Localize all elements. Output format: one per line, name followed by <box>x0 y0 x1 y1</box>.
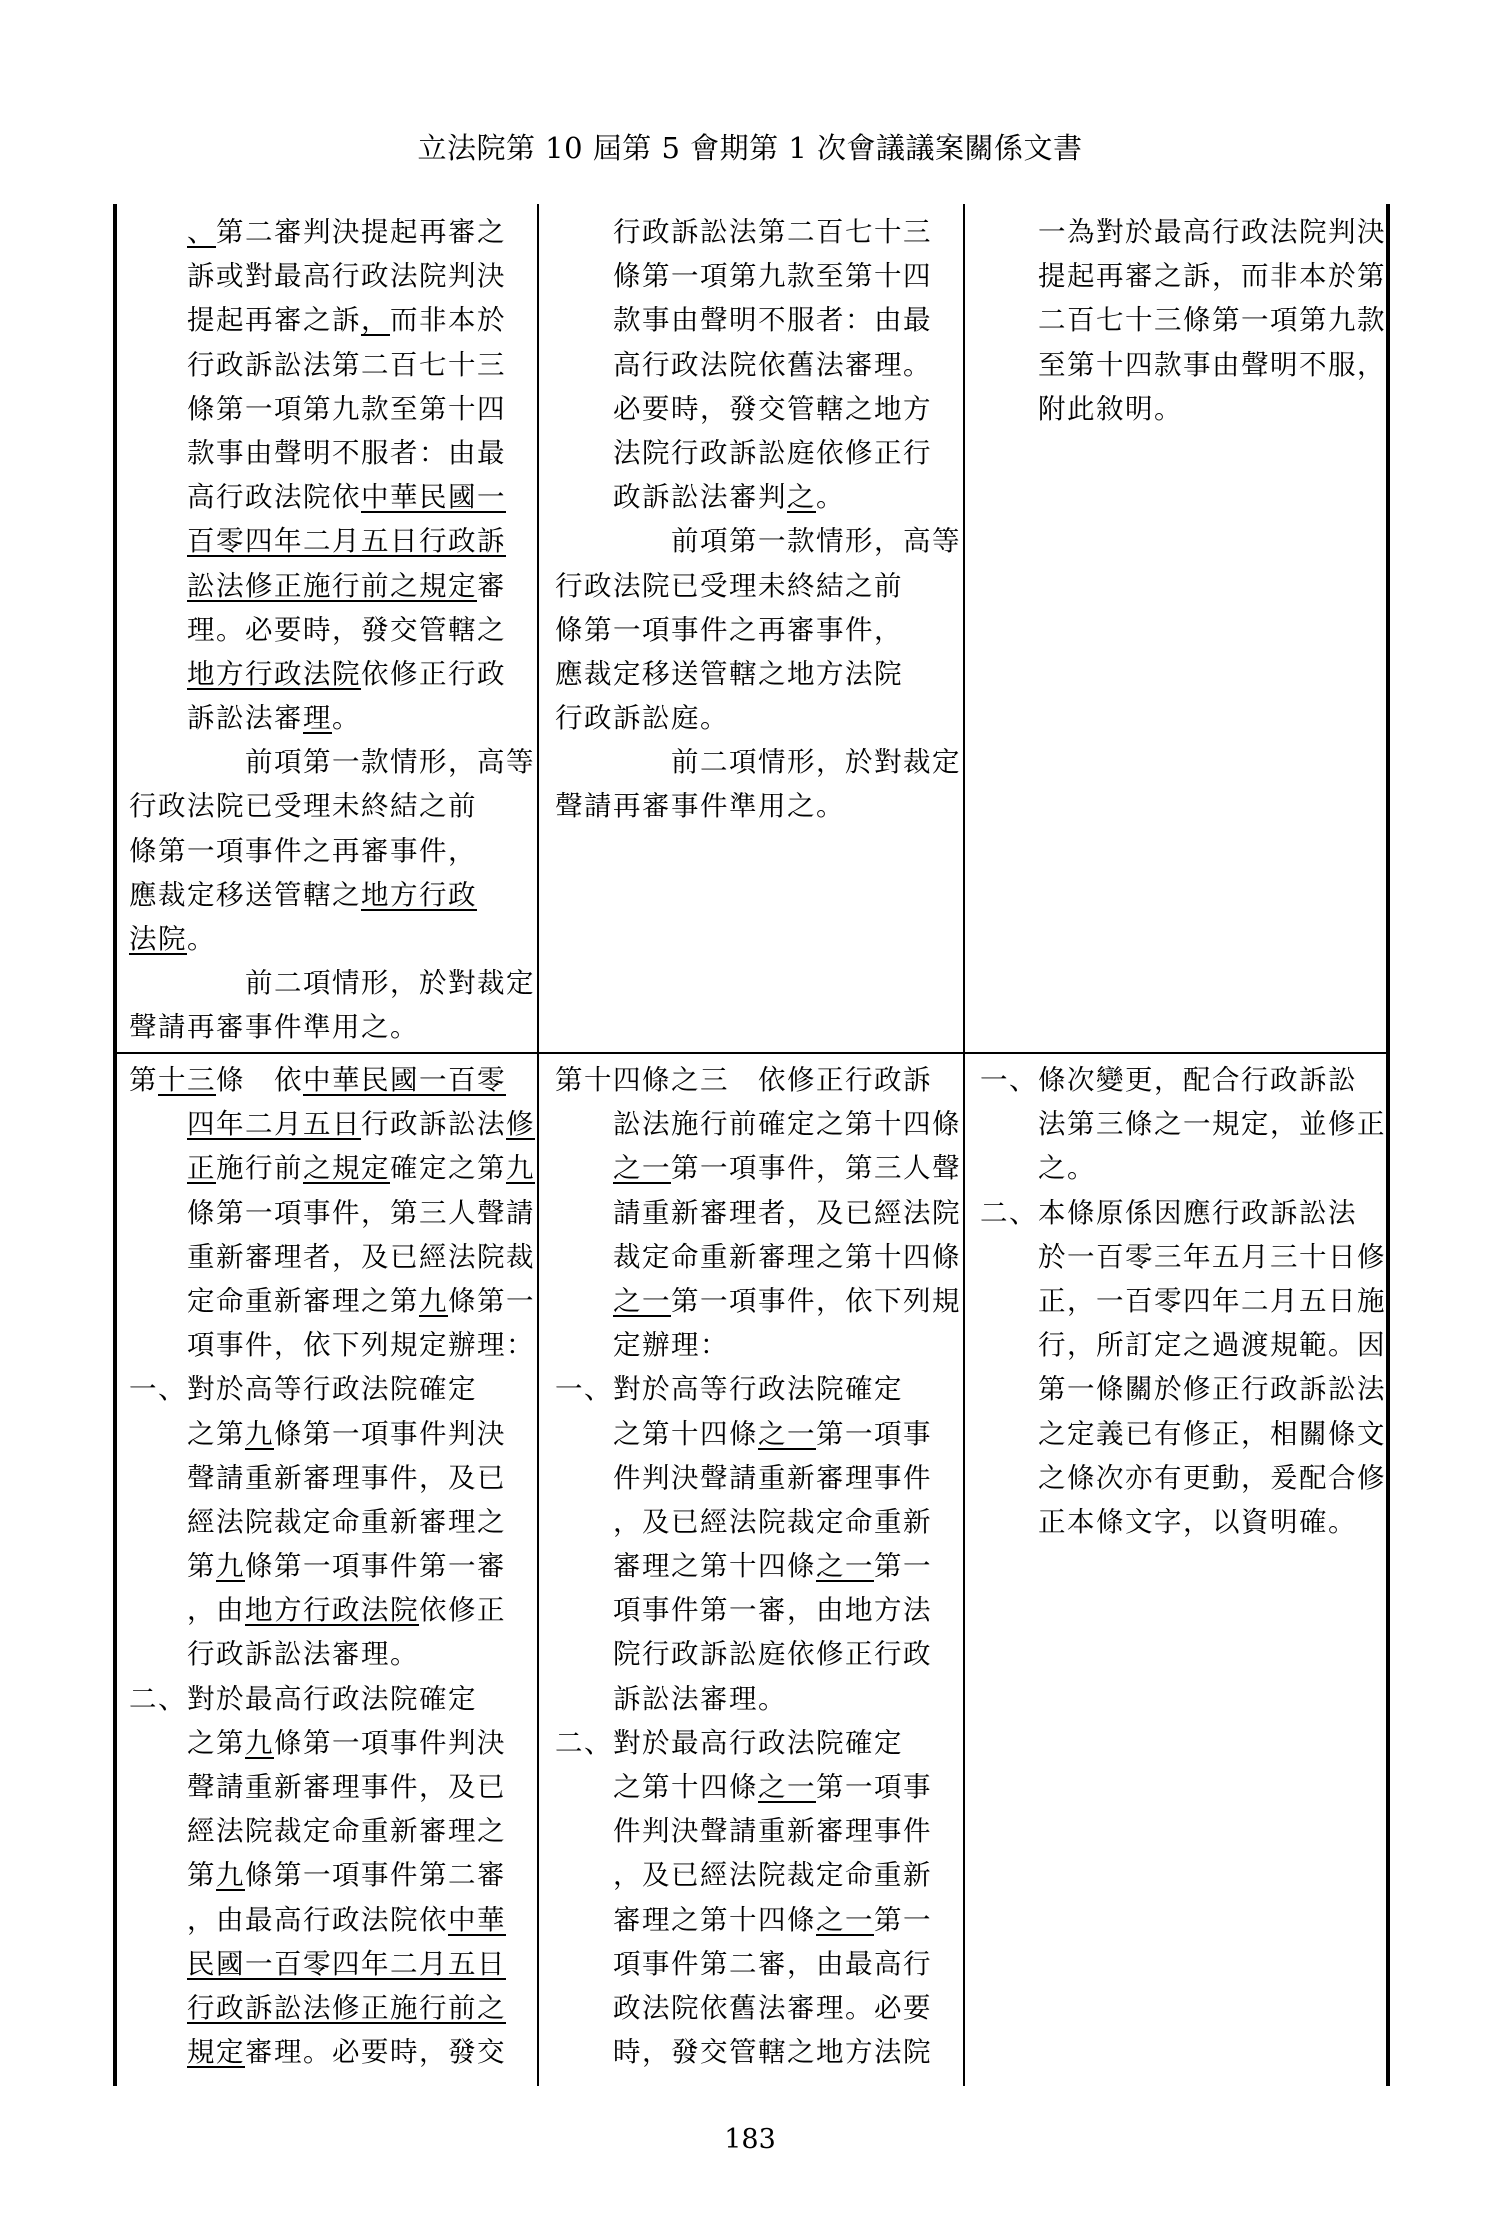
text-line <box>129 1323 535 1367</box>
text-segment: 正，一百零四年二月五日施 <box>1038 1284 1386 1317</box>
text-segment: 行政訴訟法審理。 <box>187 1638 419 1671</box>
text-line <box>555 2030 961 2074</box>
text-segment: 裁定命重新審理之第十四條 <box>613 1240 961 1273</box>
underlined-text: 之一 <box>758 1417 816 1450</box>
text-line <box>555 1500 961 1544</box>
text-segment: 之第十四條 <box>613 1771 758 1803</box>
table-border-right <box>1386 204 1390 2086</box>
text-line <box>555 1765 961 1809</box>
text-segment: 件判決聲請重新審理事件 <box>613 1815 932 1848</box>
underlined-text: 九 <box>216 1859 245 1892</box>
text-line <box>555 1986 961 2030</box>
text-line <box>980 1500 1386 1544</box>
text-line <box>555 1412 961 1456</box>
text-segment: 第一項事件，第三人聲 <box>671 1152 961 1185</box>
underlined-text: 民國一百零四年二月五日 <box>187 1947 506 1980</box>
text-segment: 之第 <box>187 1726 245 1759</box>
text-segment: 行政訴訟法 <box>361 1108 506 1141</box>
text-line <box>129 1191 535 1235</box>
text-segment: 行政訴訟庭。 <box>555 702 729 735</box>
underlined-text: 九 <box>216 1550 245 1583</box>
text-line <box>129 917 535 961</box>
text-line <box>555 298 961 342</box>
text-line <box>129 1279 535 1323</box>
text-line <box>555 1588 961 1632</box>
text-line <box>980 298 1386 342</box>
text-line <box>129 1367 535 1411</box>
text-line <box>555 1898 961 1942</box>
text-line <box>980 254 1386 298</box>
text-line <box>555 254 961 298</box>
text-segment: 理。必要時，發交管轄之 <box>187 613 506 646</box>
text-segment: 提起再審之訴 <box>187 304 361 337</box>
text-segment: 條 依 <box>216 1064 303 1096</box>
text-line <box>555 1632 961 1676</box>
cell-explanation-1 <box>980 210 1386 431</box>
text-segment: 第二審判決提起再審之 <box>216 216 506 248</box>
text-line <box>129 696 535 740</box>
text-line <box>129 1412 535 1456</box>
text-line <box>980 1367 1386 1411</box>
text-segment: 訴訟法審理。 <box>613 1682 787 1715</box>
text-segment: 。 <box>187 923 216 955</box>
underlined-text: 行政訴訟法修正施行前之 <box>187 1991 506 2024</box>
text-line <box>129 1146 535 1190</box>
text-line <box>129 519 535 563</box>
text-segment: 第十四條之三 依修正行政訴 <box>555 1064 932 1096</box>
text-line <box>129 1005 535 1049</box>
text-line <box>555 1809 961 1853</box>
text-segment: 第一項事 <box>816 1771 932 1803</box>
text-line <box>555 740 961 784</box>
text-segment: 聲請再審事件準用之。 <box>129 1011 419 1044</box>
text-segment: 項事件第一審，由地方法 <box>613 1594 932 1627</box>
text-segment: 訴訟法審 <box>187 702 303 735</box>
page-number: 183 <box>724 2124 776 2155</box>
text-line <box>129 298 535 342</box>
text-segment: 款事由聲明不服者：由最 <box>613 304 932 337</box>
text-segment: 法第三條之一規定，並修正 <box>1038 1108 1386 1141</box>
underlined-text: 地方行政法院 <box>187 657 361 690</box>
text-segment: 第 <box>129 1064 158 1096</box>
text-segment: 高行政法院依 <box>187 481 361 514</box>
underlined-text: 正 <box>187 1152 216 1185</box>
text-line <box>555 1942 961 1986</box>
text-line <box>129 829 535 873</box>
text-line <box>980 343 1386 387</box>
text-segment: 依修正 <box>419 1594 506 1627</box>
text-segment: 定命重新審理之第 <box>187 1284 419 1317</box>
text-line <box>555 1279 961 1323</box>
text-line <box>129 431 535 475</box>
column-divider-2 <box>963 204 965 2086</box>
text-segment: 政法院依舊法審理。必要 <box>613 1991 932 2024</box>
underlined-text: 理 <box>303 702 332 735</box>
text-line <box>555 1323 961 1367</box>
underlined-text: 規定 <box>187 2036 245 2069</box>
text-segment: 院行政訴訟庭依修正行政 <box>613 1638 932 1671</box>
text-segment: 於一百零三年五月三十日修 <box>1038 1240 1386 1273</box>
text-segment: 行政法院已受理未終結之前 <box>555 569 903 602</box>
text-segment: 行政訴訟法第二百七十三 <box>613 216 932 248</box>
text-line <box>555 210 961 254</box>
underlined-text: 九 <box>245 1417 274 1450</box>
cell-explanation-2 <box>980 1058 1386 1544</box>
underlined-text: 修 <box>506 1108 535 1141</box>
comparison-table <box>113 204 1390 2086</box>
underlined-text: 中華民國一百零 <box>303 1064 506 1096</box>
text-segment: 前二項情形，於對裁定 <box>245 967 535 1000</box>
text-line <box>555 1235 961 1279</box>
text-segment: 第 <box>187 1859 216 1892</box>
text-segment: 附此敘明。 <box>1038 392 1183 425</box>
text-segment: 二百七十三條第一項第九款 <box>1038 304 1386 337</box>
text-segment: 第一條關於修正行政訴訟法 <box>1038 1373 1386 1406</box>
text-line <box>129 740 535 784</box>
underlined-text: 百零四年二月五日行政訴 <box>187 525 506 558</box>
text-line <box>129 1632 535 1676</box>
text-line <box>129 1721 535 1765</box>
text-segment: 二、本條原係因應行政訴訟法 <box>980 1196 1357 1229</box>
text-segment: 提起再審之訴，而非本於第 <box>1038 260 1386 293</box>
text-segment: 第一 <box>874 1903 932 1936</box>
text-line <box>980 1279 1386 1323</box>
text-segment: 審理。必要時，發交 <box>245 2036 506 2069</box>
text-line <box>555 1456 961 1500</box>
text-line <box>555 431 961 475</box>
underlined-text: 之一 <box>613 1152 671 1185</box>
text-segment: 條第一項事件判決 <box>274 1417 506 1450</box>
text-segment: 高行政法院依舊法審理。 <box>613 348 932 381</box>
text-segment: 必要時，發交管轄之地方 <box>613 392 932 425</box>
text-segment: 條第一項第九款至第十四 <box>187 392 506 425</box>
text-segment: 條第一項事件之再審事件， <box>129 834 477 867</box>
text-line <box>555 1677 961 1721</box>
column-divider-1 <box>537 204 539 2086</box>
text-segment: 審理之第十四條 <box>613 1903 816 1936</box>
text-segment: 項事件第二審，由最高行 <box>613 1947 932 1980</box>
text-segment: 條第一 <box>448 1284 535 1317</box>
text-segment: 第一項事件，依下列規 <box>671 1284 961 1317</box>
text-segment: ，及已經法院裁定命重新 <box>613 1859 932 1892</box>
text-segment: ，由最高行政法院依 <box>187 1903 448 1936</box>
text-segment: 時，發交管轄之地方法院 <box>613 2036 932 2069</box>
text-line <box>980 1412 1386 1456</box>
text-line <box>980 1102 1386 1146</box>
text-segment: 項事件，依下列規定辦理： <box>187 1329 535 1362</box>
underlined-text: 中華 <box>448 1903 506 1936</box>
text-line <box>980 1058 1386 1102</box>
text-line <box>129 1058 535 1102</box>
text-segment: 定辦理： <box>613 1329 729 1362</box>
text-segment: 施行前 <box>216 1152 303 1185</box>
text-line <box>129 1102 535 1146</box>
text-line <box>129 210 535 254</box>
text-line <box>129 254 535 298</box>
text-segment: 條第一項事件，第三人聲請 <box>187 1196 535 1229</box>
text-line <box>129 1765 535 1809</box>
text-line <box>555 519 961 563</box>
text-line <box>555 1544 961 1588</box>
text-segment: 重新審理者，及已經法院裁 <box>187 1240 535 1273</box>
underlined-text: 之規定 <box>303 1152 390 1185</box>
text-segment: 一、條次變更，配合行政訴訟 <box>980 1064 1357 1096</box>
text-line <box>129 608 535 652</box>
text-segment: 一、對於高等行政法院確定 <box>129 1373 477 1406</box>
cell-current-2 <box>555 1058 961 2074</box>
text-segment: 之第 <box>187 1417 245 1450</box>
underlined-text: 之一 <box>816 1903 874 1936</box>
text-segment: 確定之第 <box>390 1152 506 1185</box>
text-segment: 聲請重新審理事件，及已 <box>187 1461 506 1494</box>
text-line <box>980 1323 1386 1367</box>
text-segment: 件判決聲請重新審理事件 <box>613 1461 932 1494</box>
text-segment: 經法院裁定命重新審理之 <box>187 1505 506 1538</box>
row-divider <box>113 1052 1390 1054</box>
text-segment: 二、對於最高行政法院確定 <box>129 1682 477 1715</box>
text-line <box>129 873 535 917</box>
text-segment: 依修正行政 <box>361 657 506 690</box>
text-line <box>555 1191 961 1235</box>
text-segment: 聲請重新審理事件，及已 <box>187 1771 506 1803</box>
underlined-text: 之一 <box>816 1550 874 1583</box>
text-line <box>129 652 535 696</box>
text-line <box>129 1588 535 1632</box>
text-line <box>129 961 535 1005</box>
text-segment: 。 <box>332 702 361 735</box>
text-line <box>129 784 535 828</box>
text-segment: 條第一項事件第二審 <box>245 1859 506 1892</box>
text-segment: 至第十四款事由聲明不服， <box>1038 348 1386 381</box>
underlined-text: 地方行政法院 <box>245 1594 419 1627</box>
text-segment: 條第一項事件判決 <box>274 1726 506 1759</box>
text-segment: 第一 <box>874 1550 932 1583</box>
text-segment: 法院行政訴訟庭依修正行 <box>613 436 932 469</box>
text-segment: 條第一項第九款至第十四 <box>613 260 932 293</box>
text-segment: 款事由聲明不服者：由最 <box>187 436 506 469</box>
text-line <box>980 1456 1386 1500</box>
text-line <box>555 1102 961 1146</box>
text-segment: 經法院裁定命重新審理之 <box>187 1815 506 1848</box>
text-line <box>980 1191 1386 1235</box>
underlined-text: 九 <box>419 1284 448 1317</box>
text-segment: 行，所訂定之過渡規範。因 <box>1038 1329 1386 1362</box>
underlined-text: 九 <box>506 1152 535 1185</box>
text-line <box>980 1146 1386 1190</box>
text-segment: 第一項事 <box>816 1417 932 1450</box>
text-line <box>555 696 961 740</box>
text-line <box>129 1235 535 1279</box>
text-line <box>129 1986 535 2030</box>
underlined-text: 九 <box>245 1726 274 1759</box>
underlined-text: 之 <box>787 481 816 514</box>
text-segment: 正本條文字，以資明確。 <box>1038 1505 1357 1538</box>
underlined-text: 中華民國一 <box>361 481 506 514</box>
text-segment: 行政法院已受理未終結之前 <box>129 790 477 823</box>
text-line <box>980 1235 1386 1279</box>
text-line <box>555 784 961 828</box>
text-segment: 一為對於最高行政法院判決 <box>1038 216 1386 248</box>
text-line <box>129 1544 535 1588</box>
text-segment: 二、對於最高行政法院確定 <box>555 1726 903 1759</box>
underlined-text: 、 <box>187 216 216 248</box>
text-segment: 之。 <box>1038 1152 1096 1185</box>
underlined-text: 之一 <box>758 1771 816 1803</box>
text-segment: 應裁定移送管轄之地方法院 <box>555 657 903 690</box>
text-segment: 前二項情形，於對裁定 <box>671 746 961 779</box>
underlined-text: 法院 <box>129 923 187 955</box>
text-segment: ，由 <box>187 1594 245 1627</box>
text-line <box>129 343 535 387</box>
text-line <box>129 1500 535 1544</box>
text-line <box>980 210 1386 254</box>
text-line <box>129 564 535 608</box>
text-segment: 請重新審理者，及已經法院 <box>613 1196 961 1229</box>
underlined-text: 之一 <box>613 1284 671 1317</box>
text-segment: 訴或對最高行政法院判決 <box>187 260 506 293</box>
text-line <box>555 1853 961 1897</box>
text-segment: 之條次亦有更動，爰配合修 <box>1038 1461 1386 1494</box>
table-border-left <box>113 204 117 2086</box>
cell-amended-1 <box>129 210 535 1050</box>
underlined-text: 四年二月五日 <box>187 1108 361 1141</box>
text-line <box>555 1367 961 1411</box>
underlined-text: ， <box>361 304 390 337</box>
text-segment: 而非本於 <box>390 304 506 337</box>
text-line <box>129 1853 535 1897</box>
text-segment: 審 <box>477 569 506 602</box>
text-line <box>129 1898 535 1942</box>
text-segment: 前項第一款情形，高等 <box>671 525 961 558</box>
text-segment: 行政訴訟法第二百七十三 <box>187 348 506 381</box>
text-segment: 條第一項事件第一審 <box>245 1550 506 1583</box>
text-line <box>980 387 1386 431</box>
text-segment: 聲請再審事件準用之。 <box>555 790 845 823</box>
text-line <box>555 1146 961 1190</box>
text-line <box>555 343 961 387</box>
cell-amended-2 <box>129 1058 535 2074</box>
text-line <box>555 1721 961 1765</box>
text-line <box>129 387 535 431</box>
text-segment: 政訴訟法審判 <box>613 481 787 514</box>
document-header: 立法院第 10 屆第 5 會期第 1 次會議議案關係文書 <box>417 131 1083 165</box>
underlined-text: 訟法修正施行前之規定 <box>187 569 477 602</box>
text-segment: 一、對於高等行政法院確定 <box>555 1373 903 1406</box>
text-line <box>129 1942 535 1986</box>
text-segment: 。 <box>816 481 845 514</box>
text-line <box>129 1809 535 1853</box>
text-line <box>555 475 961 519</box>
text-line <box>555 1058 961 1102</box>
underlined-text: 十三 <box>158 1064 216 1096</box>
text-line <box>129 1456 535 1500</box>
text-segment: 應裁定移送管轄之 <box>129 878 361 911</box>
text-segment: ，及已經法院裁定命重新 <box>613 1505 932 1538</box>
text-segment: 第 <box>187 1550 216 1583</box>
text-segment: 前項第一款情形，高等 <box>245 746 535 779</box>
text-segment: 之第十四條 <box>613 1417 758 1450</box>
text-line <box>555 387 961 431</box>
text-segment: 條第一項事件之再審事件， <box>555 613 903 646</box>
text-segment: 審理之第十四條 <box>613 1550 816 1583</box>
text-line <box>555 564 961 608</box>
text-segment: 訟法施行前確定之第十四條 <box>613 1108 961 1141</box>
text-line <box>129 2030 535 2074</box>
text-line <box>555 652 961 696</box>
text-line <box>129 475 535 519</box>
cell-current-1 <box>555 210 961 829</box>
text-segment: 之定義已有修正，相關條文 <box>1038 1417 1386 1450</box>
text-line <box>555 608 961 652</box>
underlined-text: 地方行政 <box>361 878 477 911</box>
text-line <box>129 1677 535 1721</box>
